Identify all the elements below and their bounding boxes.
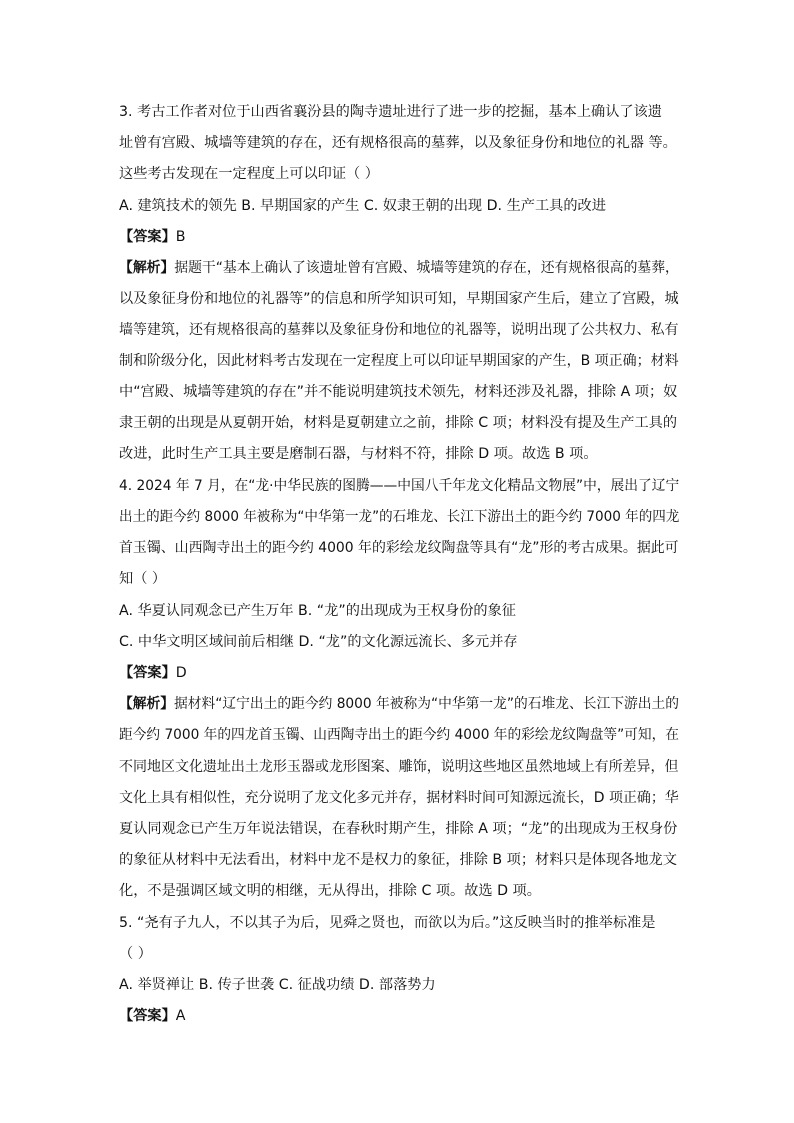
q3-stem-line-1: 3. 考古工作者对位于山西省襄汾县的陶寺遗址进行了进一步的挖掘，基本上确认了该遗 — [119, 104, 662, 120]
q4-options-line-1: A. 华夏认同观念已产生万年 B. “龙”的出现成为王权身份的象征 — [119, 603, 516, 619]
q3-answer — [119, 227, 186, 247]
q5-stem-line-2: （ ） — [119, 946, 152, 962]
q3-stem-line-3: 这些考古发现在一定程度上可以印证（ ） — [119, 166, 379, 182]
q3-analysis-line-6: 隶王朝的出现是从夏朝开始，材料是夏朝建立之前，排除 C 项；材料没有提及生产工具的 — [119, 415, 678, 431]
answer-value: B — [175, 229, 186, 245]
q5-answer — [119, 1006, 185, 1026]
analysis-label: 【解析】 — [119, 696, 174, 712]
q5-options: A. 举贤禅让 B. 传子世袭 C. 征战功绩 D. 部落势力 — [119, 977, 436, 993]
q4-stem-line-3: 首玉镯、山西陶寺出土的距今约 4000 年的彩绘龙纹陶盘等具有“龙”形的考古成果。据此可 — [119, 540, 679, 556]
q4-analysis-line-4: 文化上具有相似性，充分说明了龙文化多元并存，据材料时间可知源远流长，D 项正确；华 — [119, 790, 679, 806]
q4-analysis-line-1 — [119, 694, 679, 714]
q3-options: A. 建筑技术的领先 B. 早期国家的产生 C. 奴隶王朝的出现 D. 生产工具的改进 — [119, 198, 606, 214]
q4-analysis-line-3: 不同地区文化遗址出土龙形玉器或龙形图案、雕饰，说明这些地区虽然地域上有所差异，但 — [119, 759, 679, 775]
q3-analysis-line-5: 中“宫殿、城墙等建筑的存在”并不能说明建筑技术领先，材料还涉及礼器，排除 A 项；奴 — [119, 384, 678, 400]
q3-analysis-line-1 — [119, 258, 679, 278]
q3-analysis-line-2: 以及象征身份和地位的礼器等”的信息和所学知识可知，早期国家产生后，建立了宫殿，城 — [119, 291, 679, 307]
answer-label: 【答案】 — [119, 1008, 176, 1024]
answer-value: A — [175, 1008, 186, 1024]
analysis-label: 【解析】 — [119, 260, 175, 276]
q4-stem-line-1: 4. 2024 年 7 月，在“龙·中华民族的图腾——中国八千年龙文化精品文物展”中，展出了辽宁 — [119, 478, 680, 494]
q4-analysis-line-2: 距今约 7000 年的四龙首玉镯、山西陶寺出土的距今约 4000 年的彩绘龙纹陶盘等”可知，在 — [119, 727, 679, 743]
q4-analysis-line-7: 化，不是强调区域文明的相继，无从得出，排除 C 项。故选 D 项。 — [119, 883, 541, 899]
q4-stem-line-4: 知（ ） — [119, 571, 167, 587]
q4-analysis-line-6: 的象征从材料中无法看出，材料中龙不是权力的象征，排除 B 项；材料只是体现各地龙文 — [119, 852, 677, 868]
analysis-text: 据材料“辽宁出土的距今约 8000 年被称为“中华第一龙”的石堆龙、长江下游出土的 — [173, 696, 679, 712]
q5-stem-line-1: 5. “尧有子九人，不以其子为后，见舜之贤也，而欲以为后。”这反映当时的推举标准是 — [119, 915, 656, 931]
q3-stem-line-2: 址曾有宫殿、城墙等建筑的存在，还有规格很高的墓葬，以及象征身份和地位的礼器 等。 — [119, 135, 677, 151]
q4-options-line-2: C. 中华文明区域间前后相继 D. “龙”的文化源远流长、多元并存 — [119, 634, 518, 650]
answer-value: D — [175, 665, 187, 681]
q4-stem-line-2: 出土的距今约 8000 年被称为“中华第一龙”的石堆龙、长江下游出土的距今约 7000 年的四龙 — [119, 509, 680, 525]
answer-label: 【答案】 — [119, 229, 176, 245]
q3-analysis-line-4: 制和阶级分化，因此材料考古发现在一定程度上可以印证早期国家的产生，B 项正确；材料 — [119, 353, 679, 369]
q3-analysis-line-7: 改进，此时生产工具主要是磨制石器，与材料不符，排除 D 项。故选 B 项。 — [119, 446, 598, 462]
q3-analysis-line-3: 墙等建筑，还有规格很高的墓葬以及象征身份和地位的礼器等，说明出现了公共权力、私有 — [119, 322, 679, 338]
q4-answer — [119, 663, 187, 683]
analysis-text: 据题干“基本上确认了该遗址曾有宫殿、城墙等建筑的存在，还有规格很高的墓葬， — [174, 260, 679, 276]
answer-label: 【答案】 — [119, 665, 176, 681]
q4-analysis-line-5: 夏认同观念已产生万年说法错误，在春秋时期产生，排除 A 项；“龙”的出现成为王权身份 — [119, 821, 678, 837]
